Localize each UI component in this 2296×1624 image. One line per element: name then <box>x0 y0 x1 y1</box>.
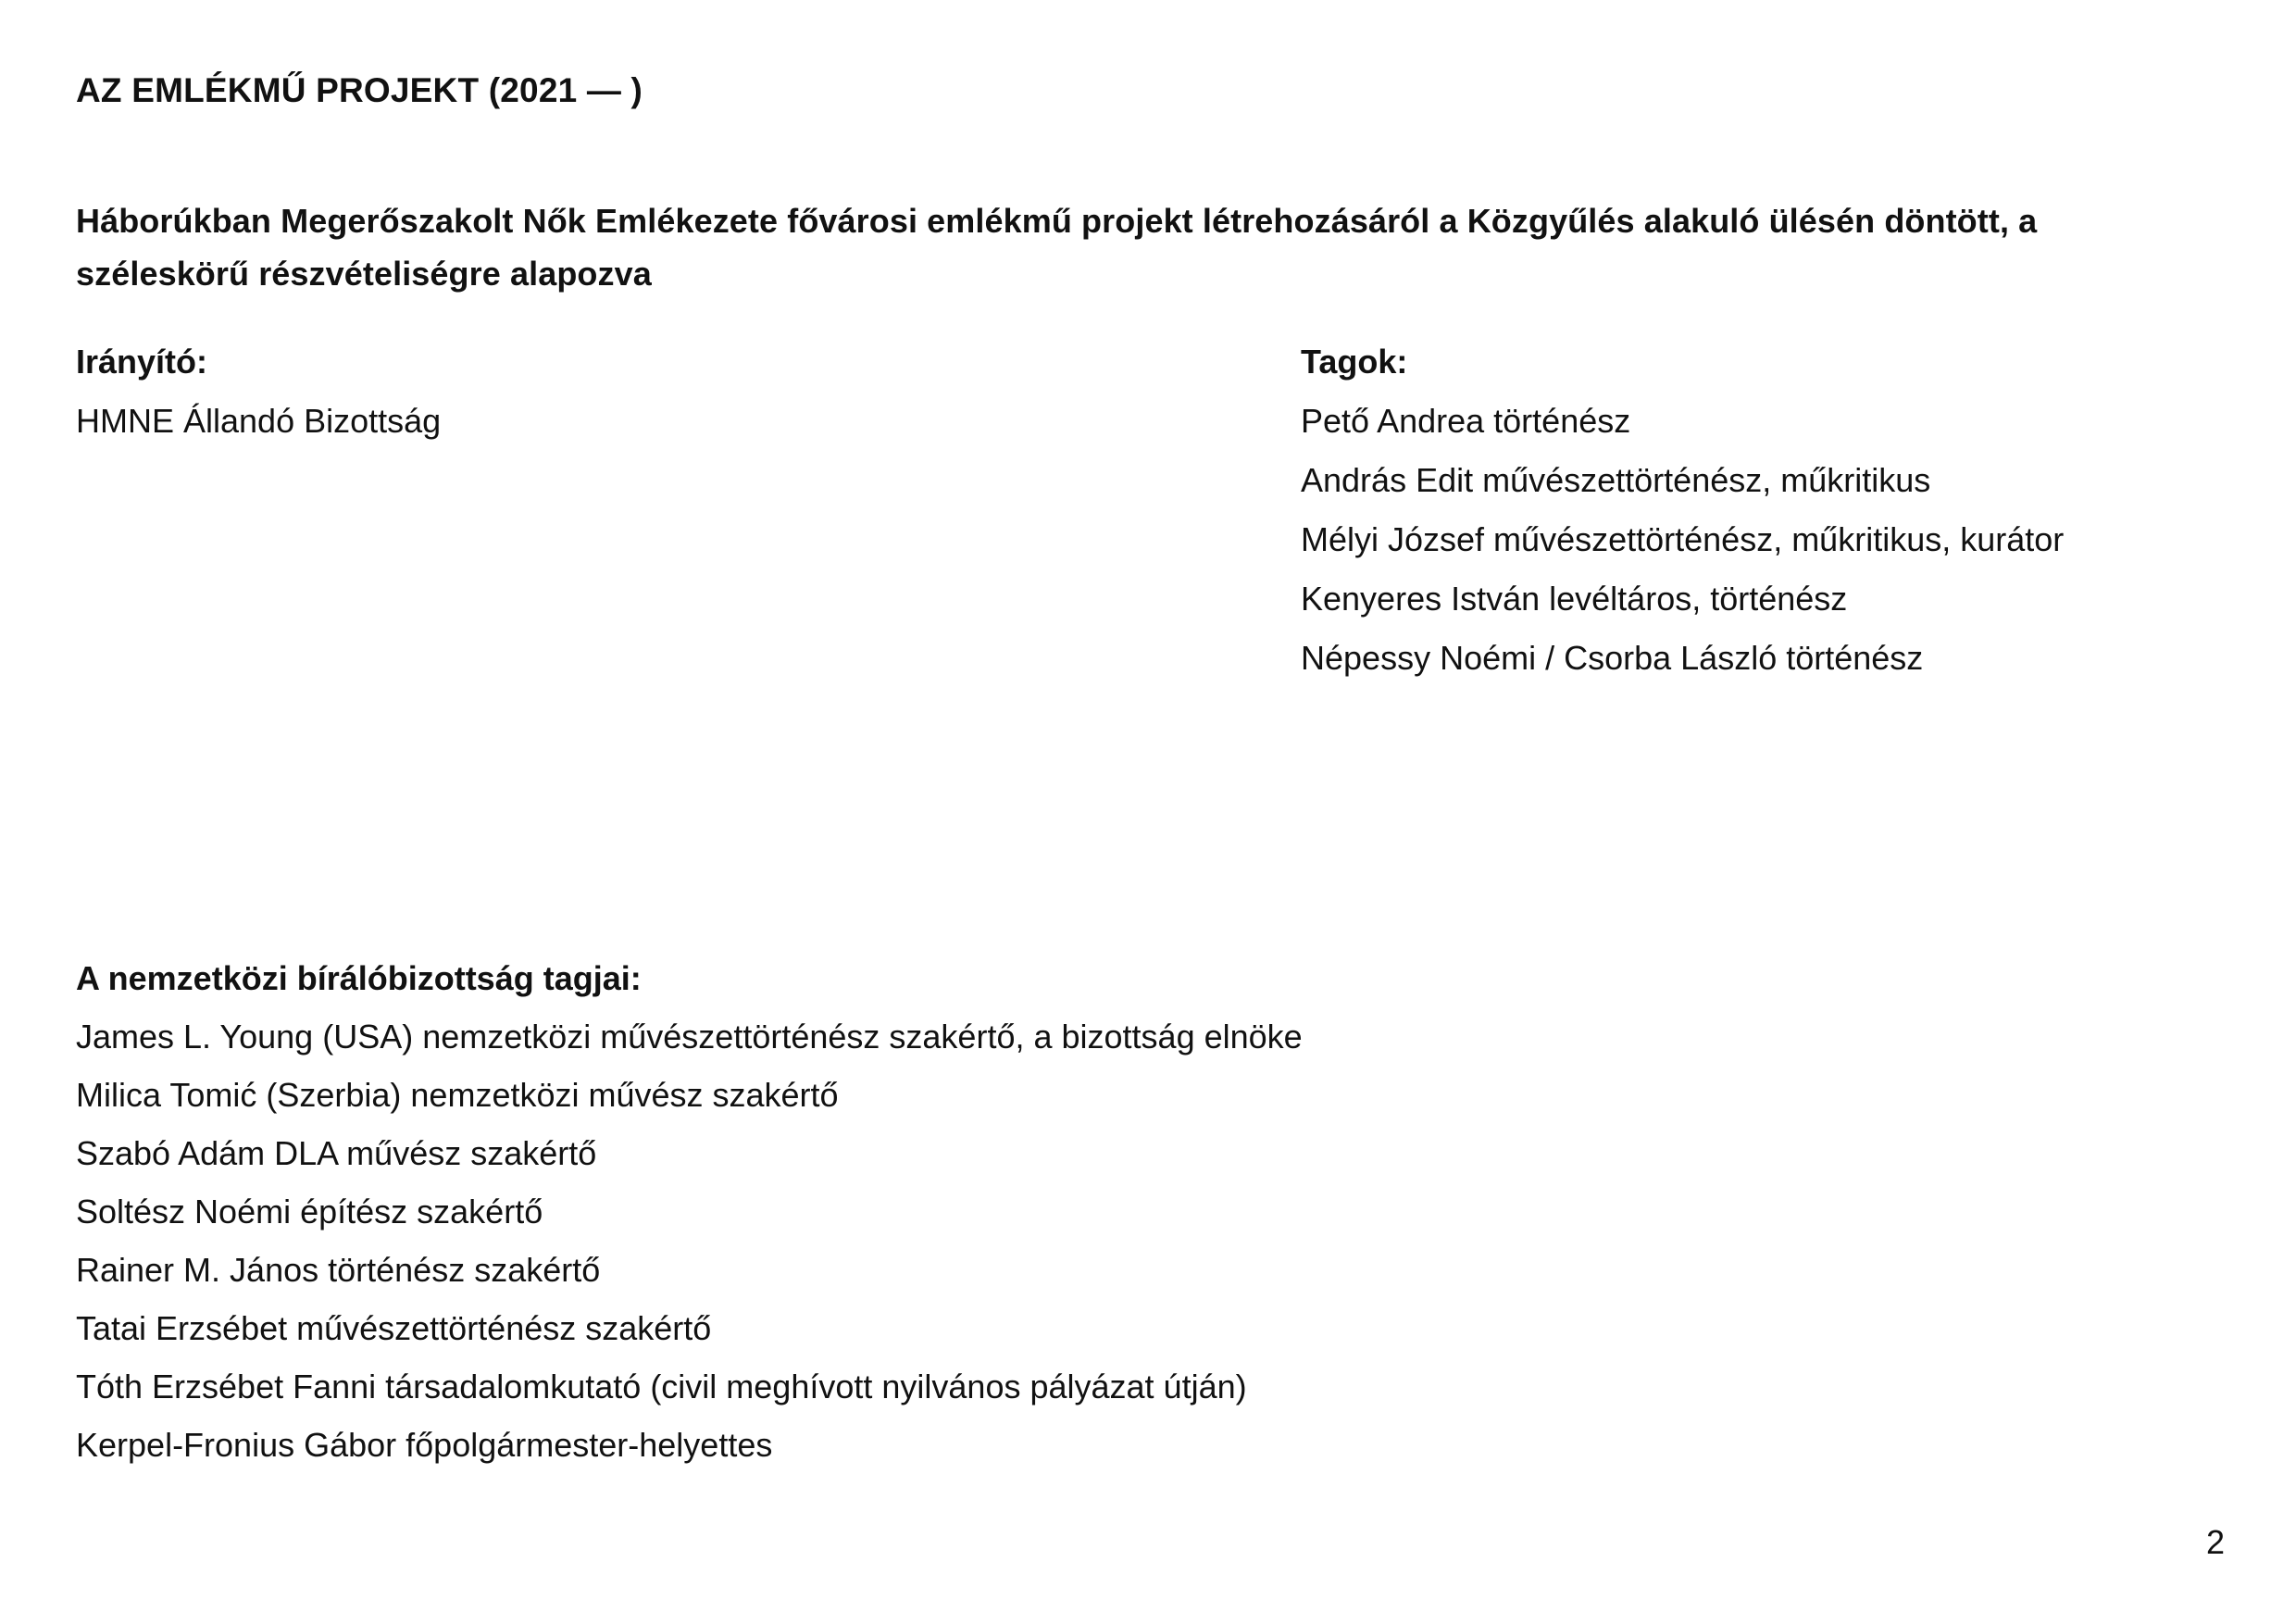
members-label: Tagok: <box>1301 343 1408 381</box>
lead-paragraph-line: Háborúkban Megerőszakolt Nők Emlékezete fővárosi emlékmű projekt létrehozásáról a Közgyűlés alakuló ülésén döntött, a <box>76 202 2038 240</box>
member-item: András Edit művészettörténész, műkritikus <box>1301 461 1931 499</box>
lead-paragraph-line: széleskörű részvételiségre alapozva <box>76 255 652 293</box>
member-item: Kenyeres István levéltáros, történész <box>1301 580 1848 618</box>
page-title: AZ EMLÉKMŰ PROJEKT (2021 — ) <box>76 71 643 109</box>
jury-item: Kerpel-Fronius Gábor főpolgármester-helyettes <box>76 1426 773 1464</box>
jury-item: Tóth Erzsébet Fanni társadalomkutató (civil meghívott nyilvános pályázat útján) <box>76 1368 1247 1405</box>
leadership-column <box>76 332 1301 451</box>
jury-item: Tatai Erzsébet művészettörténész szakértő <box>76 1309 712 1347</box>
member-item: Mélyi József művészettörténész, műkritikus, kurátor <box>1301 520 2065 558</box>
member-item: Pető Andrea történész <box>1301 402 1631 440</box>
members-column <box>1301 332 2231 688</box>
member-item: Népessy Noémi / Csorba László történész <box>1301 639 1924 677</box>
leadership-item: HMNE Állandó Bizottság <box>76 402 442 440</box>
leadership-label: Irányító: <box>76 343 208 381</box>
lead-paragraph <box>76 194 2037 300</box>
page-number: 2 <box>2205 1523 2225 1561</box>
committee-columns <box>76 332 2231 688</box>
jury-section <box>76 949 1303 1474</box>
jury-item: Szabó Adám DLA művész szakértő <box>76 1134 597 1172</box>
jury-item: Rainer M. János történész szakértő <box>76 1251 601 1289</box>
jury-item: Milica Tomić (Szerbia) nemzetközi művész szakértő <box>76 1076 839 1114</box>
jury-item: James L. Young (USA) nemzetközi művészettörténész szakértő, a bizottság elnöke <box>76 1018 1303 1056</box>
jury-item: Soltész Noémi építész szakértő <box>76 1193 543 1230</box>
jury-label: A nemzetközi bírálóbizottság tagjai: <box>76 959 642 997</box>
